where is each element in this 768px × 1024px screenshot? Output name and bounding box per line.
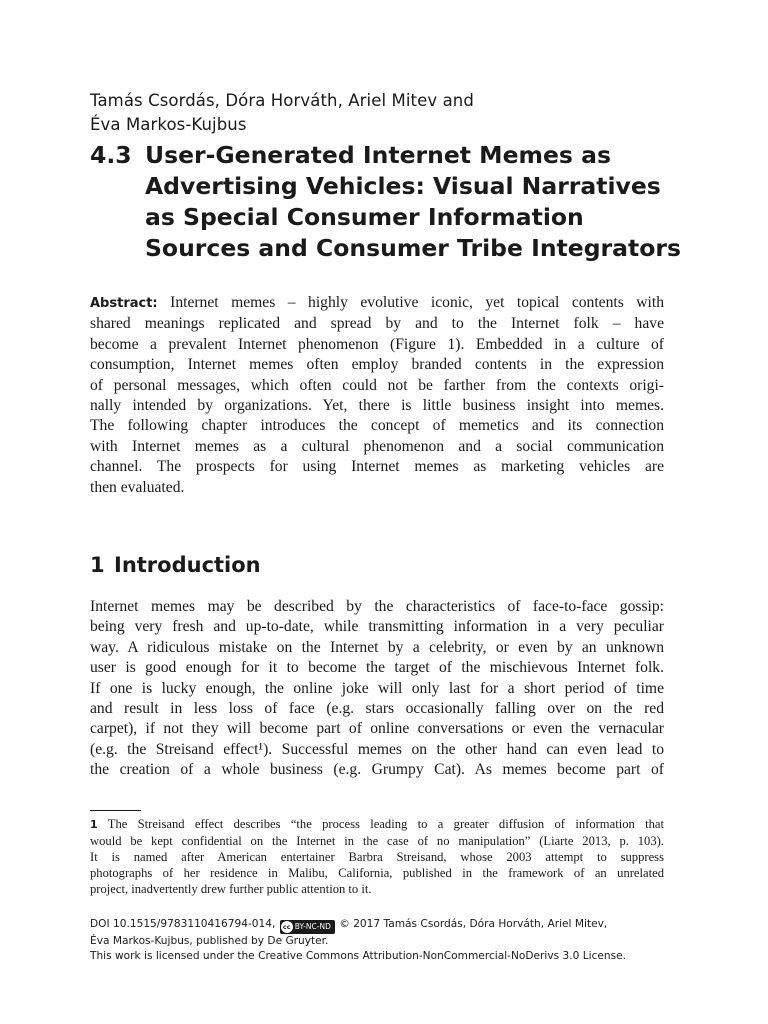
abstract-line: with Internet memes as a cultural phenomenon and a social communication [90,437,664,455]
abstract-line: of personal messages, which often could not be farther from the contexts origi- [90,376,664,394]
footnote [90,816,664,897]
author-line: Tamás Csordás, Dóra Horváth, Ariel Mitev and [90,91,474,110]
chapter-number: 4.3 [90,141,132,169]
chapter-title-line: Advertising Vehicles: Visual Narratives [145,172,661,200]
abstract-line: then evaluated. [90,478,185,496]
abstract-label: Abstract: [90,296,158,311]
cc-license-badge-icon[interactable] [280,920,335,934]
license-block [90,917,690,963]
doi-link[interactable]: DOI 10.1515/9783110416794-014, [90,918,276,930]
author-list [90,89,690,137]
body-line: If one is lucky enough, the online joke will only last for a short period of time [90,679,664,697]
cc-badge-label: BY-NC-ND [294,922,331,931]
author-line: Éva Markos-Kujbus [90,115,247,134]
section-title: Introduction [114,553,261,577]
abstract [90,293,664,498]
body-line: the creation of a whole business (e.g. Grumpy Cat). As memes become part of [90,761,664,779]
chapter-title-line: User-Generated Internet Memes as [145,141,611,169]
footnote-line [90,816,664,833]
chapter-title-line: as Special Consumer Information [145,203,584,231]
abstract-line: consumption, Internet memes often employ branded contents in the expression [90,356,664,374]
footnote-number: 1 [90,818,98,831]
body-line: (e.g. the Streisand effect¹). Successful memes on the other hand can even lead to [90,740,664,758]
footnote-line: photographs of her residence in Malibu, California, published in the framework of an unrelated [90,866,664,880]
cc-icon: cc [281,921,293,933]
body-line: way. A ridiculous mistake on the Internet by a celebrity, or even by an unknown [90,638,664,656]
abstract-line: shared meanings replicated and spread by and to the Internet folk – have [90,315,664,333]
chapter-title-line: Sources and Consumer Tribe Integrators [145,234,681,262]
chapter-title-text [145,140,705,264]
section-number: 1 [90,553,105,577]
license-line: Éva Markos-Kujbus, published by De Gruyter. [90,935,329,947]
abstract-line: become a prevalent Internet phenomenon (Figure 1). Embedded in a culture of [90,335,664,353]
body-line: carpet), if not they will become part of online conversations or even the vernacular [90,720,664,738]
body-line: being very fresh and up-to-date, while transmitting information in a very peculiar [90,618,664,636]
body-line: user is good enough for it to become the target of the mischievous Internet folk. [90,659,664,677]
license-line: This work is licensed under the Creative Commons Attribution-NonCommercial-NoDerivs 3.0 License. [90,949,627,962]
footnote-rule [90,810,141,811]
abstract-text: Internet memes – highly evolutive iconic, yet topical contents with [170,294,665,311]
footnote-line: would be kept confidential on the Internet in the case of no manipulation” (Liarte 2013, p. 103). [90,834,664,848]
copyright-text: © 2017 Tamás Csordás, Dóra Horváth, Ariel Mitev, [339,918,608,930]
footnote-line: It is named after American entertainer Barbra Streisand, whose 2003 attempt to suppress [90,850,664,864]
abstract-line: channel. The prospects for using Internet memes as marketing vehicles are [90,458,664,476]
abstract-line: The following chapter introduces the concept of memetics and its connection [90,417,664,435]
body-paragraph [90,597,664,781]
abstract-line [90,293,664,314]
body-line: and result in less loss of face (e.g. stars occasionally falling over on the red [90,700,664,718]
footnote-line: project, inadvertently drew further public attention to it. [90,882,372,896]
footnote-text: The Streisand effect describes “the process leading to a greater diffusion of information that [107,817,664,831]
license-line [90,917,690,934]
section-heading [90,551,590,579]
body-line: Internet memes may be described by the characteristics of face-to-face gossip: [90,598,664,615]
abstract-line: nally intended by organizations. Yet, there is little business insight into memes. [90,397,664,415]
